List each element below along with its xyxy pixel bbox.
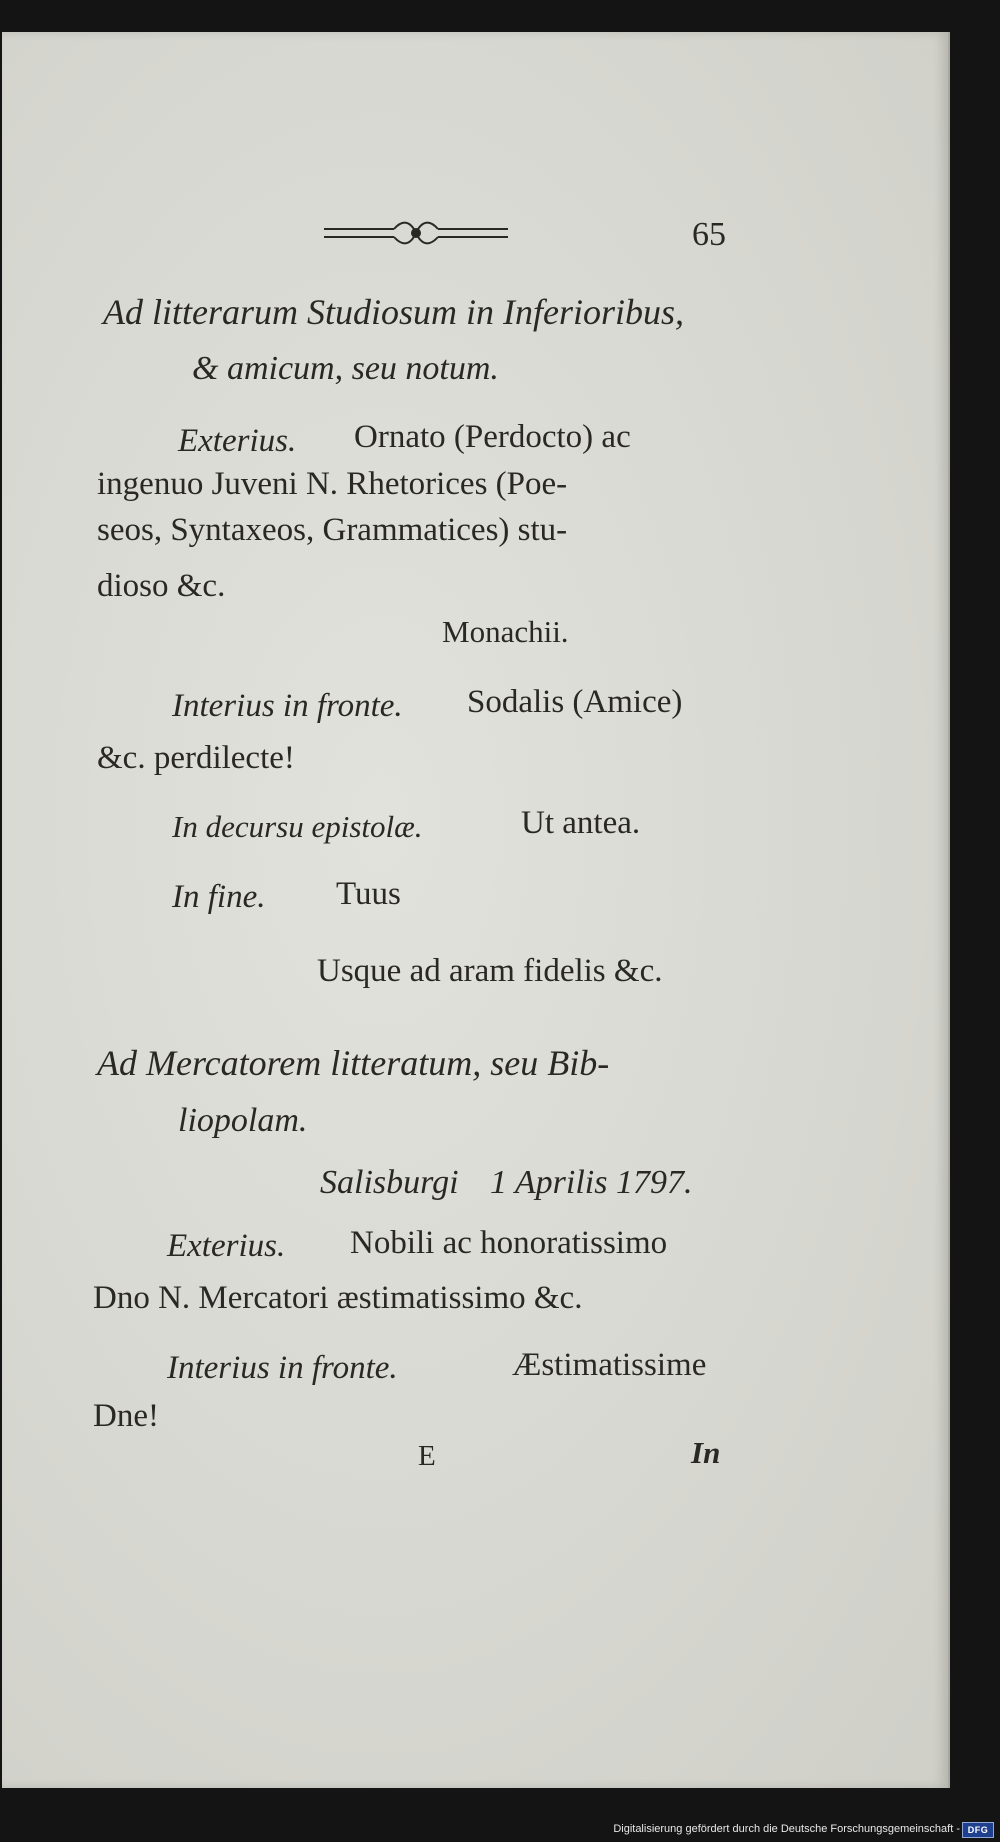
body-line: Tuus — [336, 876, 401, 912]
place-name: Monachii. — [442, 614, 569, 649]
body-line: dioso &c. — [97, 568, 226, 604]
section-heading: Ad Mercatorem litteratum, seu Bib- — [97, 1043, 610, 1083]
page-number: 65 — [692, 216, 726, 253]
section-heading-continued: liopolam. — [178, 1102, 308, 1139]
body-line: Sodalis (Amice) — [467, 684, 683, 720]
digitization-credit: Digitalisierung gefördert durch die Deutsche Forschungsgemeinschaft - — [613, 1823, 960, 1835]
dateline-date: 1 Aprilis 1797. — [490, 1164, 693, 1201]
interius-label: Interius in fronte. — [172, 688, 403, 724]
closing-line: Usque ad aram fidelis &c. — [317, 953, 663, 989]
signature-mark: E — [418, 1440, 436, 1472]
body-line: Æstimatissime — [512, 1347, 707, 1383]
decursu-label: In decursu epistolæ. — [172, 809, 423, 844]
body-line: &c. perdilecte! — [97, 740, 295, 776]
interius-label: Interius in fronte. — [167, 1350, 398, 1386]
ornament-divider-icon — [322, 216, 510, 250]
dateline-place: Salisburgi — [320, 1164, 459, 1201]
section-heading-continued: & amicum, seu notum. — [192, 350, 499, 387]
dfg-logo: DFG — [962, 1822, 994, 1838]
exterius-label: Exterius. — [167, 1228, 286, 1264]
fine-label: In fine. — [172, 879, 266, 915]
body-line: Ornato (Perdocto) ac — [354, 419, 631, 455]
body-line: Dno N. Mercatori æstimatissimo &c. — [93, 1280, 583, 1316]
body-line: seos, Syntaxeos, Grammatices) stu- — [97, 512, 568, 548]
body-line: ingenuo Juveni N. Rhetorices (Poe- — [97, 466, 568, 502]
section-heading: Ad litterarum Studiosum in Inferioribus, — [103, 292, 685, 332]
exterius-label: Exterius. — [178, 423, 297, 459]
body-line: Ut antea. — [521, 805, 641, 841]
body-line: Nobili ac honoratissimo — [350, 1225, 668, 1261]
body-line: Dne! — [93, 1398, 159, 1434]
catchword: In — [691, 1435, 721, 1470]
